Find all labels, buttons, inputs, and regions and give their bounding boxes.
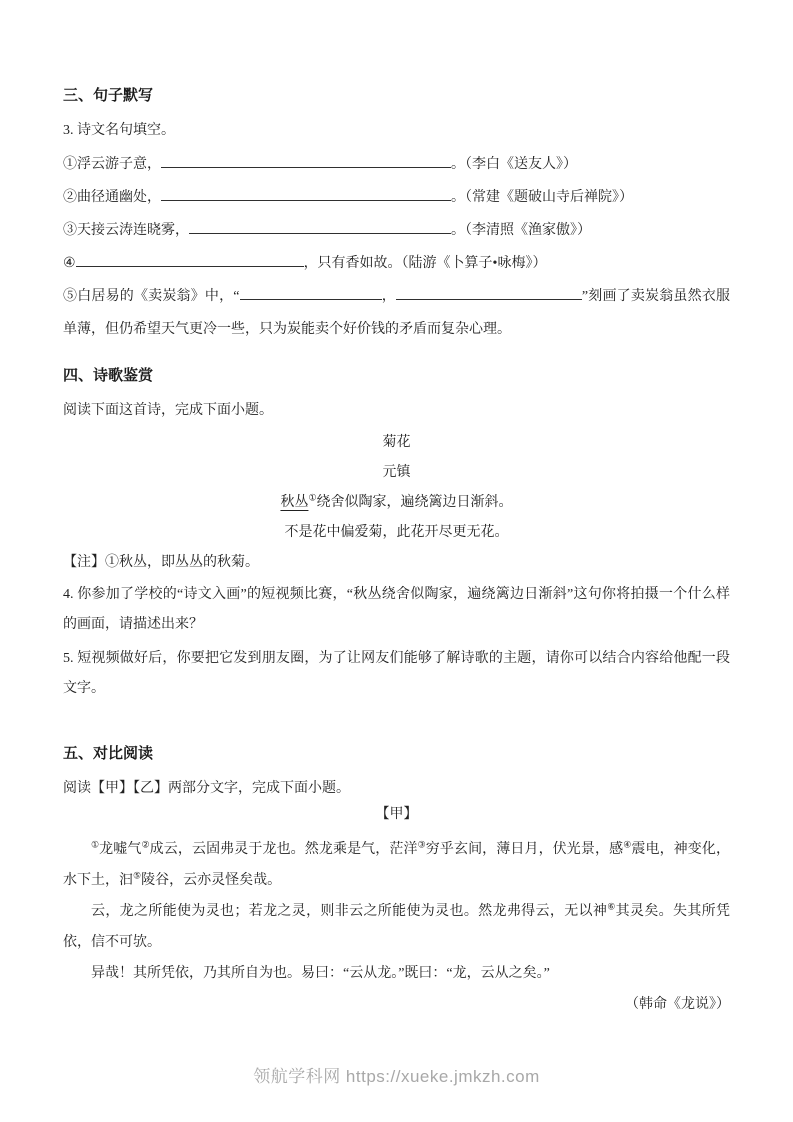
fill-post-text: ，只有香如故。（陆游《卜算子•咏梅》）: [303, 256, 547, 271]
fill-pre-text: ②曲径通幽处，: [63, 190, 161, 205]
fill-post-text: 。（常建《题破山寺后禅院》）: [451, 190, 633, 205]
annotated-word: 秋丛: [280, 495, 309, 510]
poem-line-1: [63, 488, 730, 518]
footer-watermark: [0, 1062, 793, 1087]
fill-post-text: ”刻画了卖炭翁虽然衣服单薄，但仍希望天气更冷一些，只为炭能卖个好价钱的矛盾而复杂心理。: [63, 289, 731, 337]
poem-title: 菊花: [382, 435, 411, 450]
annotation-superscript: ③: [417, 839, 426, 850]
annotation-superscript: ①: [308, 492, 317, 503]
section5-heading: 五、对比阅读: [63, 746, 154, 762]
section4-heading: 四、诗歌鉴赏: [63, 368, 154, 384]
fill-pre-text: ③天接云涛连晓雾，: [63, 223, 189, 238]
fill-mid-text: ，: [381, 289, 396, 304]
poem-author: 元镇: [382, 465, 411, 480]
passage-text: 龙嘘气: [99, 842, 142, 857]
fill-in-blanks-group: [63, 148, 730, 346]
poem-block: [63, 428, 730, 548]
passage-paragraph-3: 异哉！其所凭依，乃其所自为也。易曰：“云从龙。”既曰：“龙，云从之矣。”: [91, 966, 550, 981]
fill-post-text: 。（李白《送友人》）: [451, 157, 577, 172]
fill-pre-text: ④: [63, 256, 76, 271]
answer-blank: [76, 252, 304, 267]
section5-intro: 阅读【甲】【乙】两部分文字，完成下面小题。: [63, 781, 350, 796]
passage-text: 云，龙之所能使为灵也；若龙之灵，则非云之所能使为灵也。然龙弗得云，无以神: [91, 904, 608, 919]
annotation-superscript: ①: [91, 839, 100, 850]
answer-blank: [240, 285, 382, 300]
footer-text: 领航学科网 https://xueke.jmkzh.com: [253, 1067, 540, 1086]
fill-item-5: [63, 280, 730, 346]
section4-intro: 阅读下面这首诗，完成下面小题。: [63, 403, 273, 418]
passage-text: 其灵矣。失其所凭依，信不可欤。: [63, 904, 731, 950]
fill-item-1: [63, 148, 730, 181]
section3-heading: 三、句子默写: [63, 88, 154, 104]
question-5: 5. 短视频做好后，你要把它发到朋友圈，为了让网友们能够了解诗歌的主题，请你可以结合内容给他配一段文字。: [63, 651, 730, 696]
passage-paragraph-2: [63, 896, 730, 958]
answer-blank: [161, 186, 451, 201]
fill-post-text: 。（李清照《渔家傲》）: [451, 223, 591, 238]
annotation-superscript: ⑥: [607, 901, 616, 912]
passage-text: 成云，云固弗灵于龙也。然龙乘是气，茫洋: [149, 842, 418, 857]
passage-text: 震电，神变化，水下土，汩: [63, 842, 730, 888]
question-4: 4. 你参加了学校的“诗文入画”的短视频比赛，“秋丛绕舍似陶家，遍绕篱边日渐斜”这句你将拍摄一个什么样的画面，请描述出来？: [63, 587, 730, 632]
passage-paragraph-1: [63, 834, 730, 896]
fill-item-4: [63, 247, 730, 280]
passage-text: 穷乎玄间，薄日月，伏光景，感: [425, 842, 624, 857]
poem-note: 【注】①秋丛，即丛丛的秋菊。: [63, 555, 259, 570]
passage-jia-label: 【甲】: [375, 807, 418, 822]
poem-line-text: 绕舍似陶家，遍绕篱边日渐斜。: [316, 495, 513, 510]
fill-item-3: [63, 214, 730, 247]
section3-intro: 3. 诗文名句填空。: [63, 123, 175, 138]
annotation-superscript: ④: [623, 839, 632, 850]
poem-line-2: 不是花中偏爱菊，此花开尽更无花。: [284, 525, 509, 540]
answer-blank: [189, 219, 451, 234]
fill-pre-text: ⑤白居易的《卖炭翁》中，“: [63, 289, 240, 304]
fill-item-2: [63, 181, 730, 214]
passage-text: 陵谷，云亦灵怪矣哉。: [141, 873, 282, 888]
fill-pre-text: ①浮云游子意，: [63, 157, 161, 172]
annotation-superscript: ⑤: [133, 870, 142, 881]
answer-blank: [161, 153, 451, 168]
passage-attribution: （韩命《龙说》）: [625, 997, 730, 1012]
answer-blank: [396, 285, 582, 300]
annotation-superscript: ②: [141, 839, 150, 850]
